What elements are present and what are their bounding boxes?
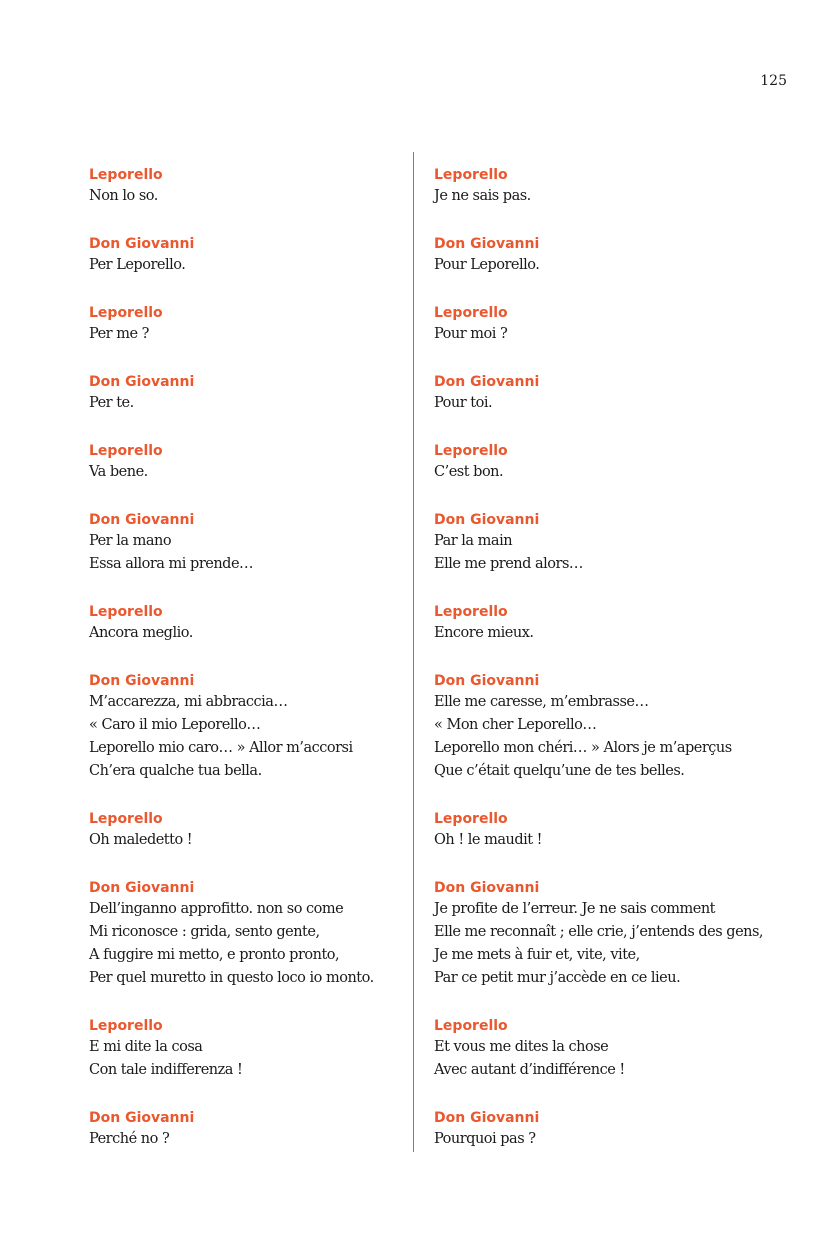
- speaker-name: Don Giovanni: [89, 880, 195, 896]
- dialogue-line: Je me mets à fuir et, vite, vite,: [434, 947, 640, 963]
- dialogue-block: [89, 441, 409, 484]
- column-divider: [413, 152, 414, 1152]
- dialogue-block: [89, 165, 409, 208]
- dialogue-line: Essa allora mi prende…: [89, 556, 254, 572]
- dialogue-line: Que c’était quelqu’une de tes belles.: [434, 763, 685, 779]
- dialogue-line: Perché no ?: [89, 1131, 170, 1147]
- dialogue-line: C’est bon.: [434, 464, 504, 480]
- dialogue-block: [434, 303, 794, 346]
- speaker-name: Don Giovanni: [89, 236, 195, 252]
- dialogue-line: Va bene.: [89, 464, 148, 480]
- speaker-name: Leporello: [434, 604, 508, 620]
- dialogue-line: Et vous me dites la chose: [434, 1039, 609, 1055]
- dialogue-block: [434, 602, 794, 645]
- dialogue-block: [89, 878, 409, 990]
- italian-column: [89, 165, 409, 1151]
- dialogue-line: Per Leporello.: [89, 257, 186, 273]
- speaker-name: Don Giovanni: [89, 374, 195, 390]
- dialogue-block: [89, 372, 409, 415]
- dialogue-block: [434, 372, 794, 415]
- dialogue-line: Non lo so.: [89, 188, 158, 204]
- dialogue-line: E mi dite la cosa: [89, 1039, 203, 1055]
- dialogue-line: Per la mano: [89, 533, 172, 549]
- dialogue-line: Con tale indifferenza !: [89, 1062, 243, 1078]
- dialogue-block: [89, 671, 409, 783]
- dialogue-line: « Mon cher Leporello…: [434, 717, 597, 733]
- dialogue-line: Avec autant d’indifférence !: [434, 1062, 625, 1078]
- speaker-name: Don Giovanni: [434, 1110, 540, 1126]
- dialogue-line: Elle me caresse, m’embrasse…: [434, 694, 649, 710]
- speaker-name: Leporello: [89, 1018, 163, 1034]
- speaker-name: Leporello: [434, 1018, 508, 1034]
- dialogue-line: Pourquoi pas ?: [434, 1131, 536, 1147]
- speaker-name: Don Giovanni: [434, 673, 540, 689]
- dialogue-block: [434, 671, 794, 783]
- dialogue-line: Ch’era qualche tua bella.: [89, 763, 262, 779]
- dialogue-block: [89, 1016, 409, 1082]
- speaker-name: Don Giovanni: [434, 512, 540, 528]
- speaker-name: Leporello: [89, 811, 163, 827]
- dialogue-line: Leporello mio caro… » Allor m’accorsi: [89, 740, 353, 756]
- dialogue-line: « Caro il mio Leporello…: [89, 717, 261, 733]
- dialogue-block: [89, 303, 409, 346]
- dialogue-line: Par ce petit mur j’accède en ce lieu.: [434, 970, 681, 986]
- speaker-name: Don Giovanni: [434, 236, 540, 252]
- dialogue-line: Elle me prend alors…: [434, 556, 583, 572]
- speaker-name: Leporello: [89, 443, 163, 459]
- dialogue-line: Pour Leporello.: [434, 257, 540, 273]
- dialogue-line: A fuggire mi metto, e pronto pronto,: [89, 947, 340, 963]
- dialogue-block: [434, 809, 794, 852]
- dialogue-line: Per quel muretto in questo loco io monto.: [89, 970, 374, 986]
- dialogue-block: [89, 1108, 409, 1151]
- speaker-name: Don Giovanni: [434, 374, 540, 390]
- dialogue-line: Leporello mon chéri… » Alors je m’aperçus: [434, 740, 732, 756]
- dialogue-block: [434, 1016, 794, 1082]
- dialogue-line: Oh maledetto !: [89, 832, 193, 848]
- dialogue-line: Per te.: [89, 395, 134, 411]
- dialogue-block: [434, 510, 794, 576]
- speaker-name: Leporello: [89, 167, 163, 183]
- dialogue-line: Par la main: [434, 533, 513, 549]
- speaker-name: Don Giovanni: [89, 512, 195, 528]
- dialogue-line: Je ne sais pas.: [434, 188, 531, 204]
- speaker-name: Don Giovanni: [89, 673, 195, 689]
- dialogue-line: Pour moi ?: [434, 326, 508, 342]
- speaker-name: Leporello: [434, 167, 508, 183]
- dialogue-block: [89, 602, 409, 645]
- page-number: 125: [760, 73, 787, 89]
- dialogue-block: [89, 510, 409, 576]
- dialogue-line: M’accarezza, mi abbraccia…: [89, 694, 288, 710]
- dialogue-block: [434, 878, 794, 990]
- speaker-name: Leporello: [434, 811, 508, 827]
- dialogue-line: Dell’inganno approfitto. non so come: [89, 901, 344, 917]
- dialogue-line: Mi riconosce : grida, sento gente,: [89, 924, 320, 940]
- dialogue-block: [434, 441, 794, 484]
- dialogue-line: Encore mieux.: [434, 625, 534, 641]
- dialogue-block: [434, 1108, 794, 1151]
- dialogue-block: [434, 165, 794, 208]
- speaker-name: Leporello: [89, 305, 163, 321]
- dialogue-line: Oh ! le maudit !: [434, 832, 543, 848]
- speaker-name: Leporello: [89, 604, 163, 620]
- speaker-name: Leporello: [434, 443, 508, 459]
- dialogue-line: Pour toi.: [434, 395, 493, 411]
- speaker-name: Don Giovanni: [89, 1110, 195, 1126]
- dialogue-line: Per me ?: [89, 326, 149, 342]
- dialogue-line: Elle me reconnaît ; elle crie, j’entends des gens,: [434, 924, 764, 940]
- speaker-name: Don Giovanni: [434, 880, 540, 896]
- speaker-name: Leporello: [434, 305, 508, 321]
- dialogue-line: Ancora meglio.: [89, 625, 193, 641]
- french-column: [434, 165, 794, 1151]
- dialogue-block: [89, 234, 409, 277]
- dialogue-block: [89, 809, 409, 852]
- dialogue-line: Je profite de l’erreur. Je ne sais comment: [434, 901, 716, 917]
- dialogue-block: [434, 234, 794, 277]
